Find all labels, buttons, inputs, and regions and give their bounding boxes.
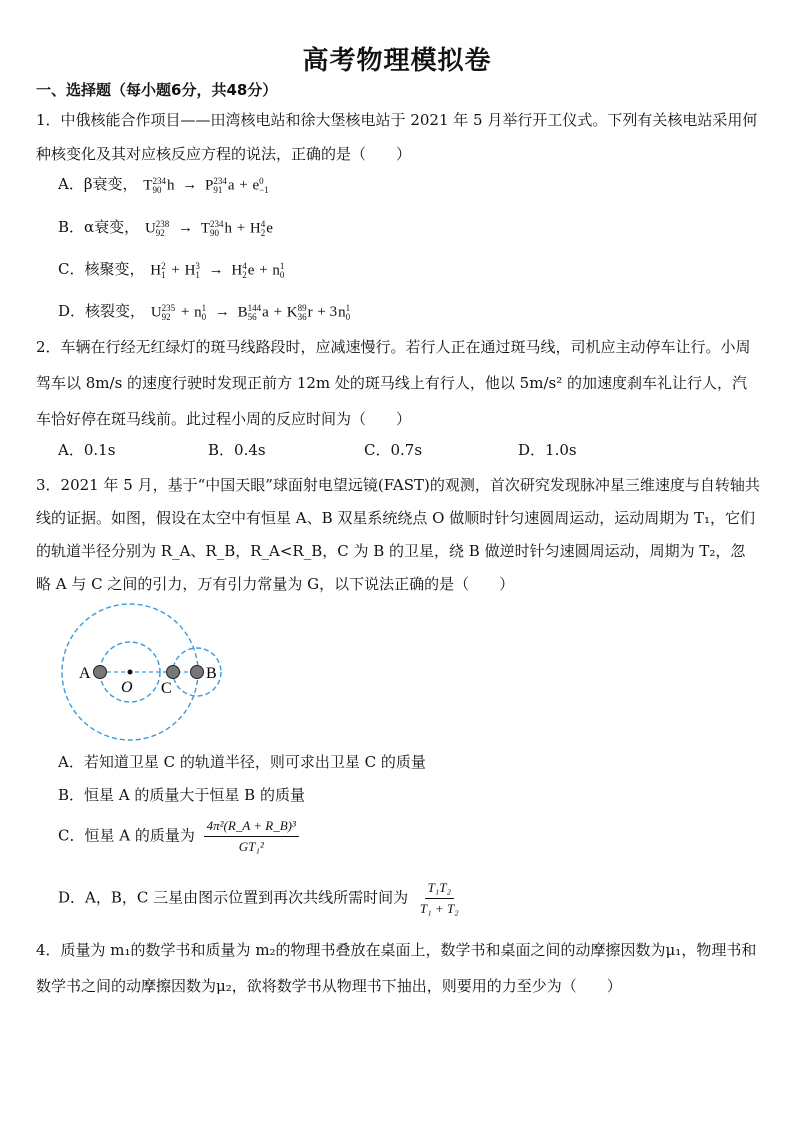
q1-option-b[interactable]	[58, 216, 274, 238]
q2-option-a[interactable]: A．0.1s	[58, 441, 116, 459]
question-2-stem: 2．车辆在行经无红绿灯的斑马线路段时，应减速慢行。若行人正在通过斑马线，司机应主动停车让行。小周驾车以 8m/s 的速度行驶时发现正前方 12m 处的斑马线上有行人，他以 5m/s² 的加速度刹车礼让行人，汽车恰好停在斑马线前。此过程小周的反应时间为（ ）	[36, 338, 751, 428]
question-3-stem: 3．2021 年 5 月，基于“中国天眼”球面射电望远镜(FAST)的观测，首次研究发现脉冲星三维速度与自转轴共线的证据。如图，假设在太空中有恒星 A、B 双星系统绕点 O 做顺时针匀速圆周运动，运动周期为 T₁，它们的轨道半径分别为 R_A、R_B，R_A<R_B，C 为 B 的卫星，绕 B 做逆时针匀速圆周运动，周期为 T₂，忽略 A 与 C 之间的引力，万有引力常量为 G，以下说法正确的是（ ）	[36, 476, 760, 593]
binary-star-figure	[55, 602, 235, 752]
q1-option-b-label: B．α衰变，	[58, 218, 140, 236]
star-b-icon	[191, 666, 204, 679]
q1-option-a-label: A．β衰变，	[58, 175, 138, 193]
q2-option-c[interactable]: C．0.7s	[364, 441, 423, 459]
q1-option-b-equation: U 238 92 → T 234 90 h + H 4 2 e	[144, 218, 273, 238]
q3-option-c-fraction	[204, 818, 299, 855]
page-title: 高考物理模拟卷	[302, 46, 492, 76]
label-o: O	[121, 679, 133, 696]
q3-option-c-denominator: GT₁²	[238, 839, 264, 854]
q3-option-d-label: D．A，B，C 三星由图示位置到再次共线所需时间为	[58, 888, 409, 907]
question-4-stem: 4．质量为 m₁的数学书和质量为 m₂的物理书叠放在桌面上，数学书和桌面之间的动摩擦因数为μ₁，物理书和数学书之间的动摩擦因数为μ₂，欲将数学书从物理书下抽出，则要用的力至少为（ ）	[36, 941, 757, 995]
q3-option-d-denominator: T₁ + T₂	[419, 901, 459, 916]
q1-option-a-equation: T 234 90 h → P 234 91 a + e 0 −1	[143, 175, 269, 195]
q3-option-c[interactable]	[58, 818, 299, 855]
question-1-stem: 1．中俄核能合作项目——田湾核电站和徐大堡核电站于 2021 年 5 月举行开工仪式。下列有关核电站采用何种核变化及其对应核反应方程的说法，正确的是（ ）	[36, 111, 758, 163]
q3-option-a[interactable]: A．若知道卫星 C 的轨道半径，则可求出卫星 C 的质量	[58, 753, 426, 771]
center-o-dot	[128, 670, 133, 675]
q1-option-c[interactable]	[58, 258, 286, 280]
q1-option-d-label: D．核裂变，	[58, 302, 146, 320]
label-c: C	[161, 680, 172, 697]
q1-option-c-label: C．核聚变，	[58, 260, 145, 278]
q3-option-b[interactable]: B．恒星 A 的质量大于恒星 B 的质量	[58, 786, 305, 804]
label-b: B	[206, 665, 217, 682]
q3-option-d-fraction	[417, 880, 462, 917]
q3-option-d[interactable]	[58, 880, 462, 917]
q1-option-c-equation: H 2 1 + H 3 1 → H 4 2 e + n 1 0	[150, 260, 285, 280]
q2-option-b[interactable]: B．0.4s	[208, 441, 266, 459]
q3-option-c-label: C．恒星 A 的质量为	[58, 826, 195, 845]
q3-option-d-numerator: T₁T₂	[425, 880, 455, 899]
q1-option-a[interactable]	[58, 173, 271, 195]
q1-option-d[interactable]	[58, 300, 352, 322]
q1-option-d-equation: U 235 92 + n 1 0 → B 144 56 a + K 89 36 r + 3n 1 0	[150, 302, 351, 322]
q3-option-c-numerator: 4π²(R_A + R_B)³	[204, 818, 299, 837]
satellite-c-icon	[167, 666, 180, 679]
label-a: A	[79, 665, 91, 682]
star-a-icon	[94, 666, 107, 679]
q2-option-d[interactable]: D．1.0s	[518, 441, 577, 459]
section-heading: 一、选择题（每小题6分，共48分）	[36, 81, 278, 99]
